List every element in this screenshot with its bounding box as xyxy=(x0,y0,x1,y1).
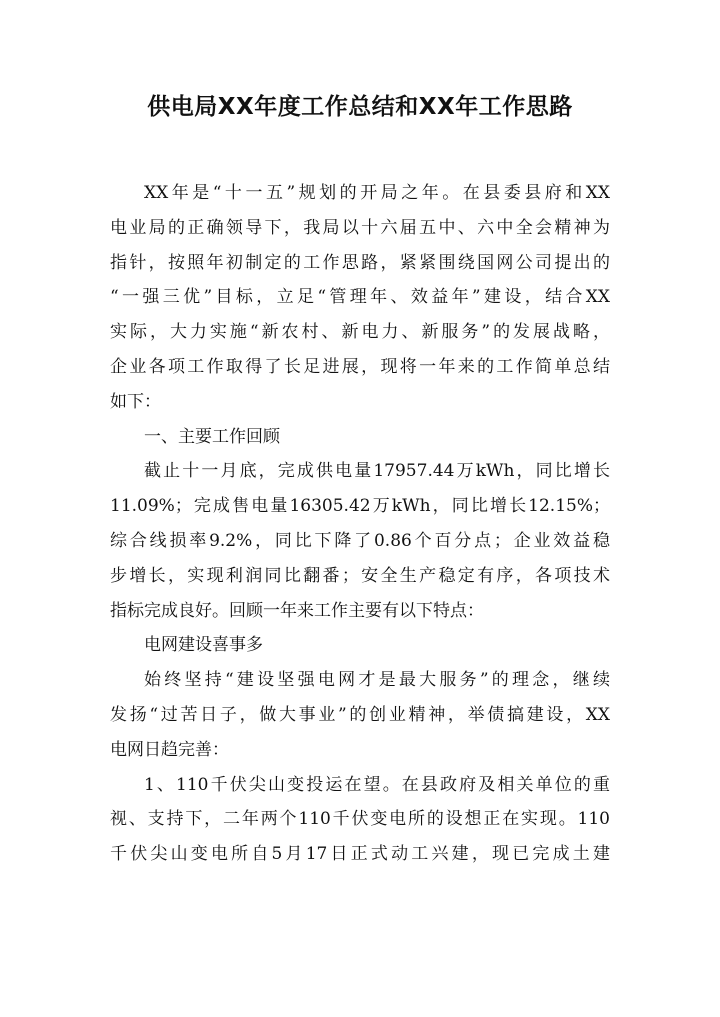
text-line: 实际，大力实施“新农村、新电力、新服务”的发展战略， xyxy=(110,322,610,342)
text-line: 视、支持下，二年两个110千伏变电所的设想正在实现。110 xyxy=(110,809,610,829)
text-line: 电网建设喜事多 xyxy=(144,635,263,655)
text-line: 指针，按照年初制定的工作思路，紧紧围绕国网公司提出的 xyxy=(110,253,610,273)
text-line: 电网日趋完善： xyxy=(110,740,229,760)
text-line: 一、主要工作回顾 xyxy=(144,427,280,447)
text-line: 步增长，实现利润同比翻番；安全生产稳定有序，各项技术 xyxy=(110,566,610,586)
text-line: 企业各项工作取得了长足进展，现将一年来的工作简单总结 xyxy=(110,357,610,377)
text-line: 始终坚持“建设坚强电网才是最大服务”的理念，继续 xyxy=(144,670,610,690)
text-line: 综合线损率9.2%，同比下降了0.86个百分点；企业效益稳 xyxy=(110,531,610,551)
text-line: “一强三优”目标，立足“管理年、效益年”建设，结合XX xyxy=(110,287,610,307)
text-line: 电业局的正确领导下，我局以十六届五中、六中全会精神为 xyxy=(110,218,610,238)
text-line: 截止十一月底，完成供电量17957.44万kWh，同比增长 xyxy=(144,461,610,481)
document-title: 供电局XX年度工作总结和XX年工作思路 xyxy=(147,94,573,120)
text-line: 1、110千伏尖山变投运在望。在县政府及相关单位的重 xyxy=(144,775,610,795)
text-line: XX年是“十一五”规划的开局之年。在县委县府和XX xyxy=(144,183,610,203)
text-line: 如下： xyxy=(110,392,161,412)
text-line: 千伏尖山变电所自5月17日正式动工兴建，现已完成土建 xyxy=(110,844,610,864)
text-line: 11.09%；完成售电量16305.42万kWh，同比增长12.15%； xyxy=(110,496,610,516)
text-line: 发扬“过苦日子，做大事业”的创业精神，举债搞建设，XX xyxy=(110,705,610,725)
text-line: 指标完成良好。回顾一年来工作主要有以下特点： xyxy=(110,601,484,621)
